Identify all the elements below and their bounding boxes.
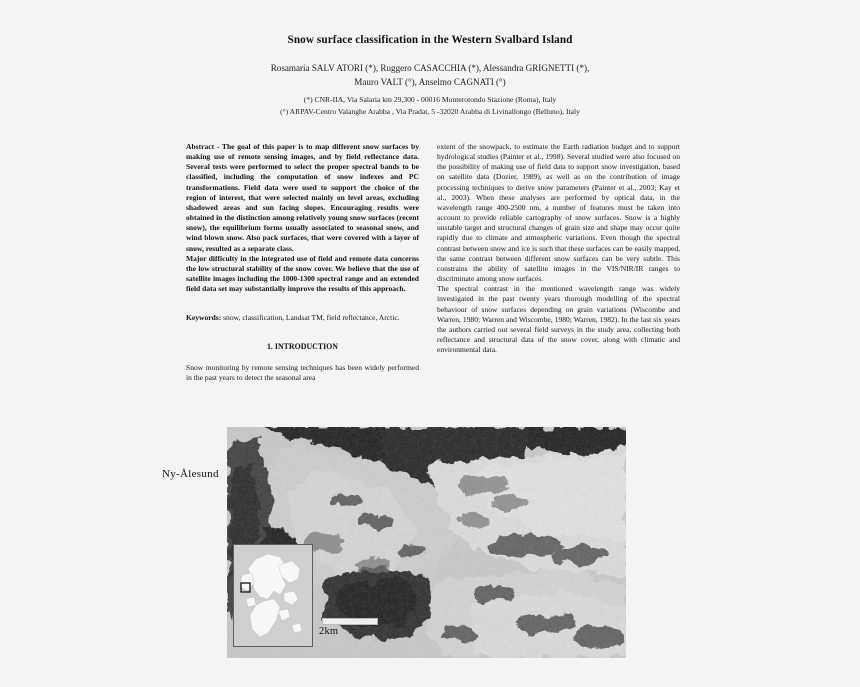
abstract-paragraph-2: Major difficulty in the integrated use of field and remote data concerns the low structural stability of the snow cover. We believe that the use of satellite images including the 1000-1300 spectral range and an extended field data set may substantially improve the results of this approach. bbox=[186, 253, 419, 294]
right-paragraph-1: extent of the snowpack, to estimate the Earth radiation budget and to support hydrological studies (Painter et al., 1998). Several studied were also focused on the possibility of making use of field data to support snow investigation, based on satellite data (Dozier, 1989), as well as on the contribution of image processing techniques to derive snow parameters (Painter et al., 2003; Kay et al., 2003). When these analyses are performed by optical data, in the wavelength range 400-2500 nm, a number of features must be taken into account to provide reliable cartography of snow surfaces. Snow is a highly unstable target and structural changes of grain size and shape may occur quite rapidly due to climate and atmospheric variations. Even though the spectral contrast between snow and ice is such that these surfaces can be easily mapped, the same contrast between different snow surfaces can be very subtle. This constrains the ability of satellite images in the VIS/NIR/IR ranges to discriminate among snow surfaces. bbox=[437, 142, 680, 284]
affiliation-2: (°) ARPAV-Centro Valanghe Arabba , Via Pradat, 5 -32020 Arabba di Livinallongo (Belluno), Italy bbox=[280, 107, 580, 117]
keywords-line bbox=[186, 313, 419, 323]
right-paragraph-2: The spectral contrast in the mentioned wavelength range was widely investigated in the past twenty years thorough modelling of the spectral behaviour of snow surfaces depending on grain variations (Wiscombe and Warren, 1980; Warren and Wiscombe, 1980; Warren, 1982). In the last six years the authors carried out several field surveys in the study area, collecting both reflectance and structural data of the snow cover, along with climatic and environmental data. bbox=[437, 284, 680, 355]
page-title: Snow surface classification in the Western Svalbard Island bbox=[287, 34, 573, 46]
keywords-label: Keywords: bbox=[186, 313, 222, 323]
affiliation-1: (*) CNR-IIA, Via Salaria km 29,300 - 00016 Monterotondo Stazione (Roma), Italy bbox=[303, 95, 557, 104]
scale-bar bbox=[319, 618, 389, 637]
scale-bar-line bbox=[322, 618, 378, 625]
section-heading-introduction: 1. INTRODUCTION bbox=[266, 341, 339, 351]
scale-bar-label: 2km bbox=[319, 626, 339, 637]
svalbard-outline bbox=[234, 545, 312, 646]
author-line-1: Rosamaria SALV ATORI (*), Ruggero CASACCHIA (*), Alessandra GRIGNETTI (*), bbox=[270, 63, 590, 73]
author-list bbox=[130, 62, 730, 89]
keywords-value: snow, classification, Landsat TM, field reflectance, Arctic. bbox=[221, 313, 400, 323]
abstract-paragraph-1: Abstract - The goal of this paper is to map different snow surfaces by making use of remote sensing images, and by field reflectance data. Several tests were performed to select the proper spectral bands to be classified, including the computation of snow indexes and PC transformations. Field data were used to support the choice of the region of interest, that were selected mainly on level areas, excluding shadowed areas and sun facing slopes. Encouraging results were obtained in the distinction among relatively young snow surfaces (recent snow), the equilibrium forms usually associated to seasonal snow, and wind blown snow. Also pack surfaces, that were covered with a layer of snow, resulted as a separate class. bbox=[186, 142, 419, 253]
right-column bbox=[437, 142, 680, 355]
affiliation-list bbox=[130, 94, 730, 118]
place-label-ny-alesund: Ny-Ålesund bbox=[162, 468, 219, 480]
author-line-2: Mauro VALT (°), Anselmo CAGNATI (°) bbox=[354, 76, 506, 87]
locator-inset-map bbox=[233, 544, 313, 647]
left-column bbox=[186, 142, 419, 383]
satellite-figure bbox=[227, 427, 626, 658]
introduction-paragraph: Snow monitoring by remote sensing techniques has been widely performed in the past years to detect the seasonal area bbox=[186, 362, 419, 382]
